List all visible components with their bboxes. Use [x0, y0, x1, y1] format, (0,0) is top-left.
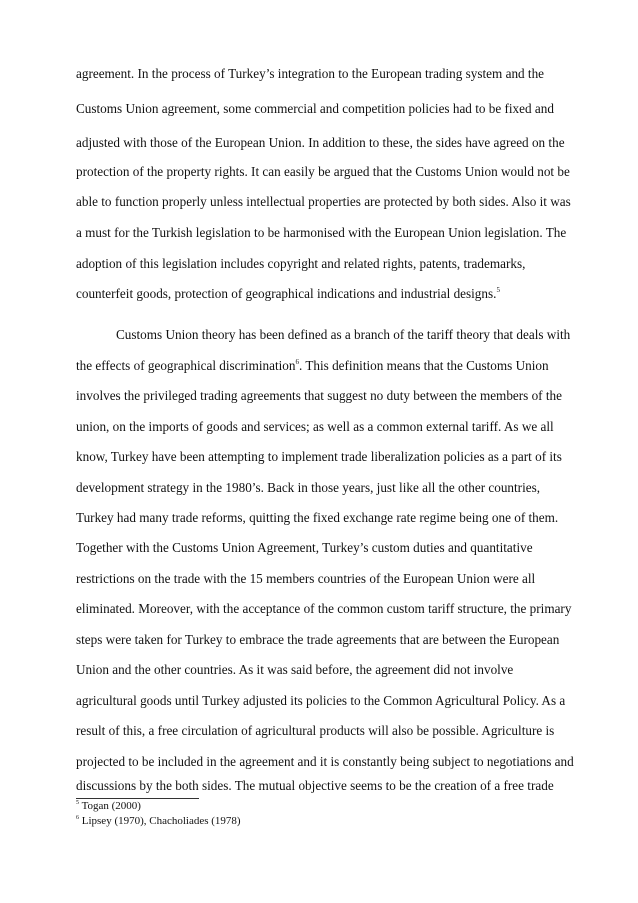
body-line: agricultural goods until Turkey adjusted its policies to the Common Agricultural Policy. As a: [76, 693, 566, 708]
body-line: projected to be included in the agreement and it is constantly being subject to negotiations and: [76, 754, 574, 769]
footnote-ref: 5: [496, 286, 500, 294]
body-line: result of this, a free circulation of agricultural products will also be possible. Agriculture is: [76, 723, 555, 738]
body-line: steps were taken for Turkey to embrace the trade agreements that are between the European: [76, 632, 560, 647]
body-line: a must for the Turkish legislation to be harmonised with the European Union legislation. The: [76, 225, 567, 240]
body-line-text: counterfeit goods, protection of geographical indications and industrial designs.: [76, 286, 497, 301]
footnote-separator: [76, 798, 199, 799]
footnote: [76, 815, 241, 828]
footnote-ref: 6: [295, 358, 299, 366]
footnote-text: Lipsey (1970), Chacholiades (1978): [81, 815, 241, 827]
body-line: Union and the other countries. As it was said before, the agreement did not involve: [76, 662, 514, 677]
body-line: adjusted with those of the European Union. In addition to these, the sides have agreed on the: [76, 135, 565, 150]
footnote: [76, 800, 141, 813]
footnote-number: 6: [76, 815, 79, 821]
body-line: able to function properly unless intellectual properties are protected by both sides. Also it was: [76, 194, 571, 209]
body-line-text: the effects of geographical discrimination: [76, 358, 296, 373]
body-line: union, on the imports of goods and services; as well as a common external tariff. As we all: [76, 419, 554, 434]
body-line: know, Turkey have been attempting to implement trade liberalization policies as a part of its: [76, 449, 562, 464]
body-line: adoption of this legislation includes copyright and related rights, patents, trademarks,: [76, 256, 526, 271]
body-line: Turkey had many trade reforms, quitting the fixed exchange rate regime being one of them.: [76, 510, 559, 525]
body-line: Customs Union agreement, some commercial and competition policies had to be fixed and: [76, 101, 554, 116]
body-line: development strategy in the 1980’s. Back in those years, just like all the other countries,: [76, 480, 541, 495]
body-line: Together with the Customs Union Agreement, Turkey’s custom duties and quantitative: [76, 540, 533, 555]
body-line: protection of the property rights. It can easily be argued that the Customs Union would not be: [76, 164, 570, 179]
body-line: [76, 358, 549, 374]
body-line: involves the privileged trading agreements that suggest no duty between the members of the: [76, 388, 562, 403]
footnote-text: Togan (2000): [81, 800, 141, 812]
body-line: Customs Union theory has been defined as a branch of the tariff theory that deals with: [116, 327, 571, 342]
body-line: discussions by the both sides. The mutual objective seems to be the creation of a free trade: [76, 778, 554, 793]
body-line-text: . This definition means that the Customs Union: [298, 358, 549, 373]
body-line: restrictions on the trade with the 15 members countries of the European Union were all: [76, 571, 536, 586]
body-line: eliminated. Moreover, with the acceptance of the common custom tariff structure, the primary: [76, 601, 572, 616]
body-line: [76, 286, 500, 302]
body-line: agreement. In the process of Turkey’s integration to the European trading system and the: [76, 66, 545, 81]
footnote-number: 5: [76, 800, 79, 806]
